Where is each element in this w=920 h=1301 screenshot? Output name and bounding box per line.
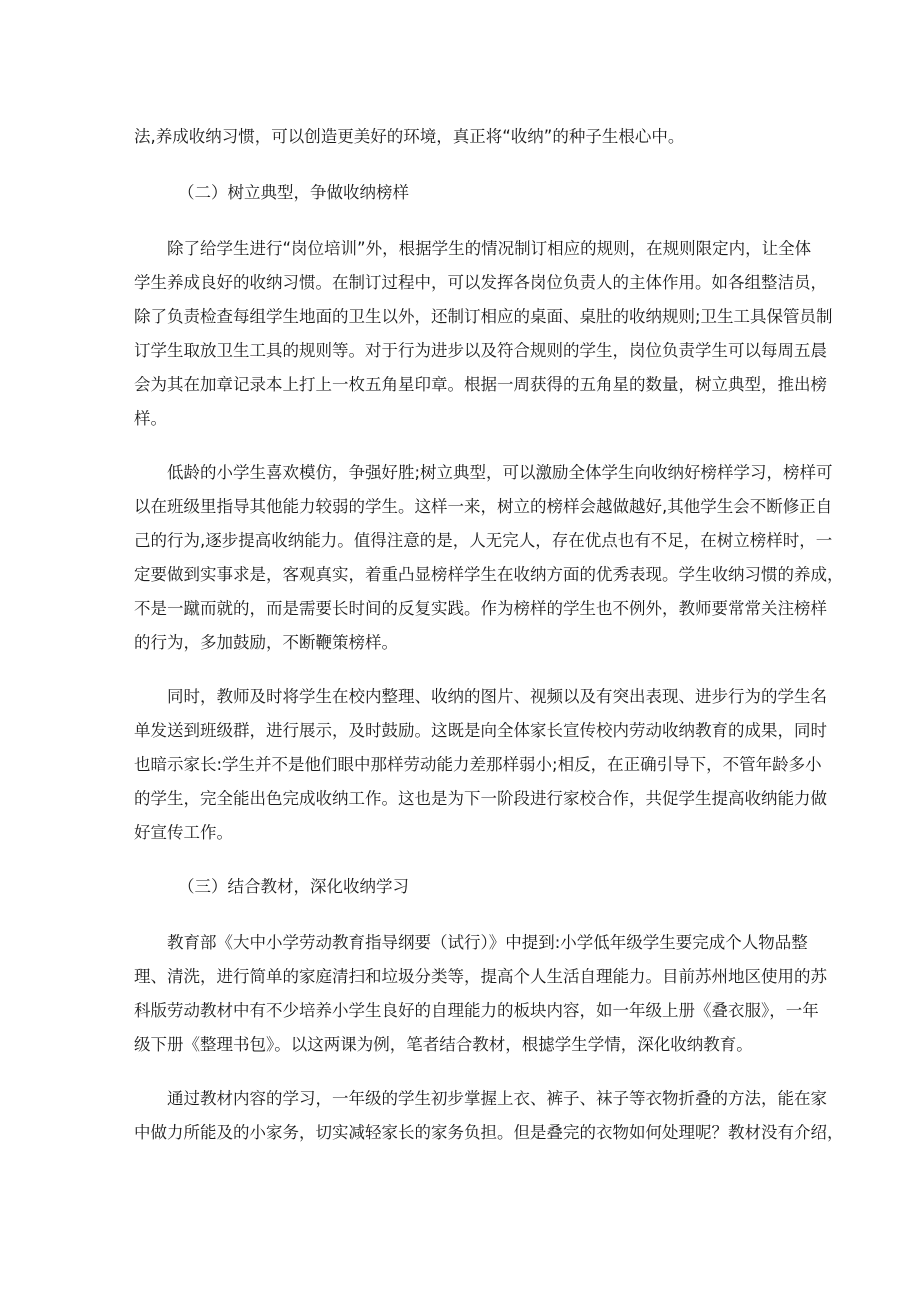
paragraph-line: 除了负责检查每组学生地面的卫生以外，还制订相应的桌面、桌肚的收纳规则;卫生工具保管员制 [134, 307, 833, 326]
paragraph-2 [134, 456, 844, 660]
paragraph-line: 同时，教师及时将学生在校内整理、收纳的图片、视频以及有突出表现、进步行为的学生名 [167, 687, 827, 706]
section-heading-2: （二）树立典型，争做收纳榜样 [178, 183, 409, 202]
paragraph-3 [134, 680, 827, 850]
paragraph-5 [134, 1082, 844, 1150]
paragraph-line: 通过教材内容的学习，一年级的学生初步掌握上衣、裤子、袜子等衣物折叠的方法，能在家 [167, 1089, 827, 1108]
paragraph-line: 学生养成良好的收纳习惯。在制订过程中，可以发挥各岗位负责人的主体作用。如各组整洁员， [134, 273, 827, 292]
paragraph-line: 会为其在加章记录本上打上一枚五角星印章。根据一周获得的五角星的数量，树立典型，推出榜 [134, 375, 827, 394]
paragraph-line: 好宣传工作。 [134, 823, 233, 842]
paragraph-line: 订学生取放卫生工具的规则等。对于行为进步以及符合规则的学生，岗位负责学生可以每周五晨 [134, 341, 827, 360]
section-heading-3: （三）结合教材，深化收纳学习 [178, 877, 409, 896]
paragraph-line: 己的行为,逐步提高收纳能力。值得注意的是，人无完人，存在优点也有不足，在树立榜样时，一 [134, 531, 833, 550]
continued-line: 法,养成收纳习惯，可以创造更美好的环境，真正将“收纳”的种子生根心中。 [134, 127, 685, 146]
paragraph-line: 的行为，多加鼓励，不断鞭策榜样。 [134, 633, 398, 652]
paragraph-line: 也暗示家长:学生并不是他们眼中那样劳动能力差那样弱小;相反，在正确引导下，不管年龄多小 [134, 755, 822, 774]
paragraph-line: 级下册《整理书包》。以这两课为例，笔者结合教材，根摅学生学情，深化收纳教育。 [134, 1035, 753, 1054]
paragraph-line: 理、清洗，进行简单的家庭清扫和垃圾分类等，提高个人生活自理能力。目前苏州地区使用的苏 [134, 967, 827, 986]
paragraph-line: 科版劳动教材中有不少培养小学生良好的自理能力的板块内容，如一年级上册《叠衣服》，一年 [134, 1001, 819, 1020]
paragraph-line: 教育部《大中小学劳动教育指导纲要（试行）》中提到:小学低年级学生要完成个人物品整 [167, 933, 808, 952]
paragraph-line: 除了给学生进行“岗位培训”外，根据学生的情况制订相应的规则，在规则限定内，让全体 [167, 239, 812, 258]
paragraph-line: 以在班级里指导其他能力较弱的学生。这样一来，树立的榜样会越做越好,其他学生会不断修正自 [134, 497, 833, 516]
document-page [134, 120, 844, 1170]
paragraph-line: 单发送到班级群，进行展示，及时鼓励。这既是向全体家长宣传校内劳动收纳教育的成果，同时 [134, 721, 827, 740]
paragraph-1 [134, 232, 833, 436]
paragraph-line: 低龄的小学生喜欢模仿，争强好胜;树立典型，可以激励全体学生向收纳好榜样学习，榜样可 [167, 463, 833, 482]
paragraph-4 [134, 926, 827, 1062]
paragraph-line: 的学生，完全能出色完成收纳工作。这也是为下一阶段进行家校合作，共促学生提高收纳能力做 [134, 789, 827, 808]
paragraph-line: 中做力所能及的小家务，切实减轻家长的家务负担。但是叠完的衣物如何处理呢？教材没有介绍， [134, 1123, 844, 1142]
paragraph-line: 定要做到实事求是，客观真实，着重凸显榜样学生在收纳方面的优秀表现。学生收纳习惯的养成， [134, 565, 844, 584]
paragraph-line: 不是一蹴而就的，而是需要长时间的反复实践。作为榜样的学生也不例外，教师要常常关注榜样 [134, 599, 827, 618]
paragraph-line: 样。 [134, 409, 167, 428]
